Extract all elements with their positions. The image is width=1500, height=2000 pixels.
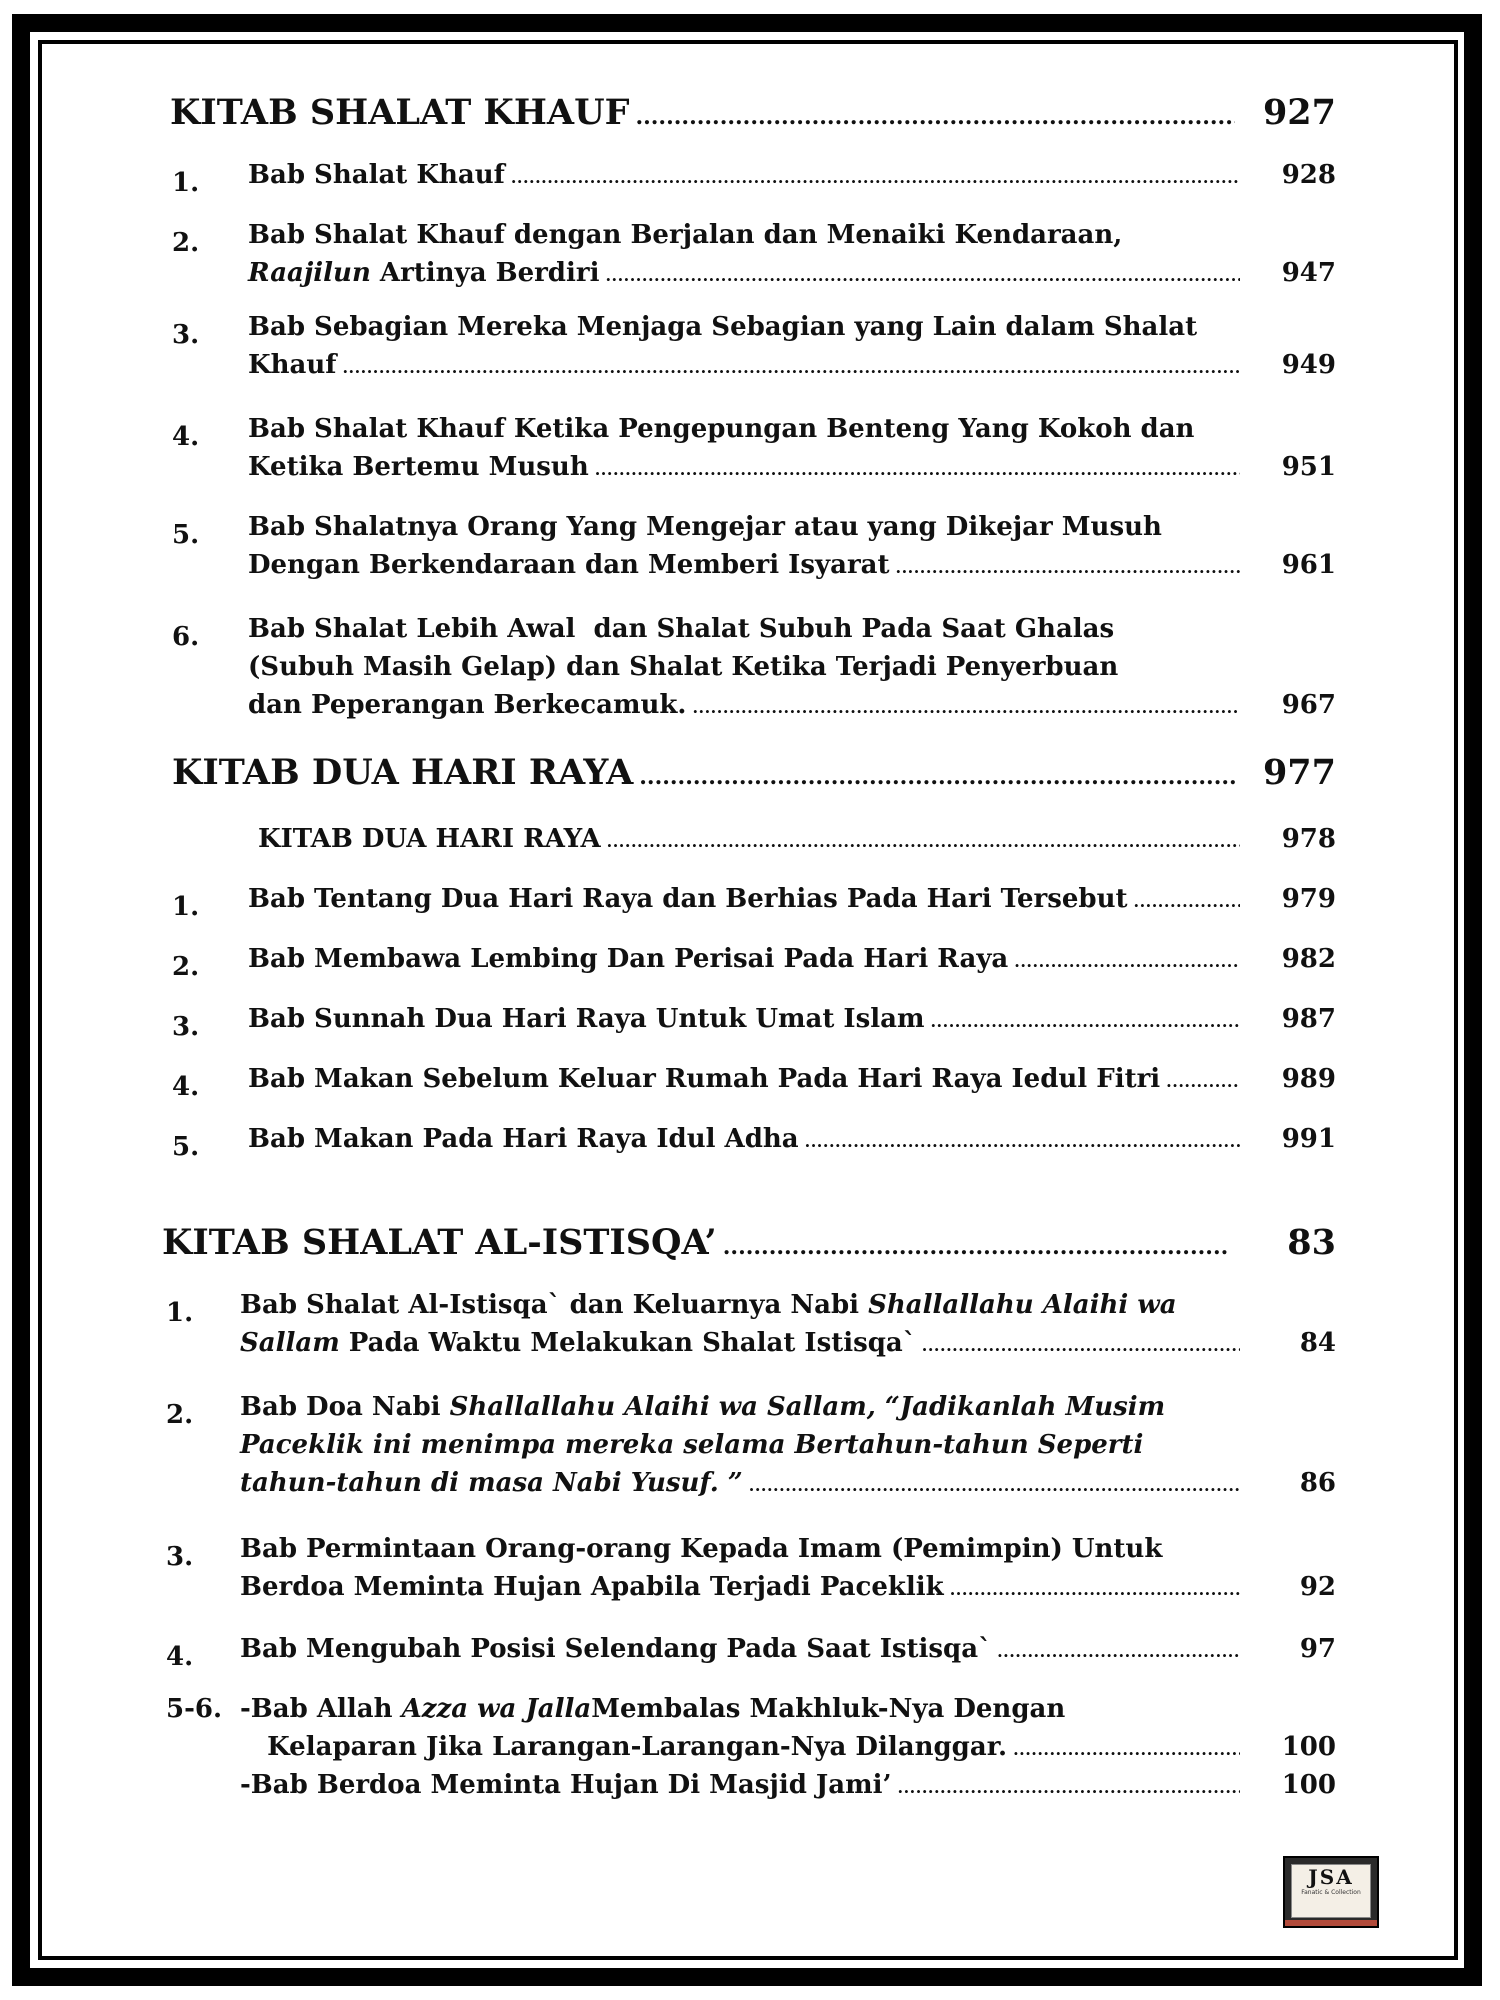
toc-entry-text	[240, 1534, 1162, 1564]
entry-number: 4.	[172, 422, 200, 452]
entry-text: Ketika Bertemu Musuh	[248, 452, 589, 482]
entry-number: 1.	[172, 892, 200, 922]
toc-entry-text	[240, 1430, 1143, 1460]
entry-number: 3.	[166, 1542, 194, 1572]
toc-entry-text	[248, 652, 1118, 682]
entry-text: Bab Shalat Lebih Awal dan Shalat Subuh Pada Saat Ghalas	[248, 614, 1115, 644]
entry-text: Artinya Berdiri	[370, 258, 600, 288]
dot-leader	[896, 558, 1241, 577]
entry-page-number: 982	[1281, 944, 1336, 974]
entry-text: -Bab Berdoa Meminta Hujan Di Masjid Jami’	[240, 1770, 892, 1800]
entry-text: Bab Makan Sebelum Keluar Rumah Pada Hari Raya Iedul Fitri	[248, 1064, 1161, 1094]
entry-text: Bab Shalat Al-Istisqa` dan Keluarnya Nabi	[240, 1290, 869, 1320]
toc-entry-line	[248, 690, 1240, 720]
toc-entry-text	[240, 1290, 1177, 1320]
entry-page-number: 947	[1281, 258, 1336, 288]
toc-entry-line	[248, 160, 1240, 190]
entry-text: Bab Membawa Lembing Dan Perisai Pada Hari Raya	[248, 944, 1009, 974]
entry-text: Bab Shalatnya Orang Yang Mengejar atau yang Dikejar Musuh	[248, 512, 1162, 542]
entry-number: 1.	[172, 168, 200, 198]
entry-number: 3.	[172, 1012, 200, 1042]
dot-leader	[749, 1476, 1240, 1495]
logo-panel	[1291, 1864, 1371, 1918]
entry-page-number: 100	[1281, 1770, 1336, 1800]
toc-entry-line	[240, 1468, 1240, 1498]
toc-entry-text	[248, 220, 1122, 250]
dot-leader	[635, 104, 1235, 130]
dot-leader	[511, 168, 1240, 187]
logo-text: JSA	[1308, 1865, 1354, 1889]
entry-number: 6.	[172, 622, 200, 652]
dot-leader	[639, 764, 1235, 790]
entry-number: 5.	[172, 1132, 200, 1162]
section-heading	[172, 752, 1235, 793]
entry-number: 3.	[172, 320, 200, 350]
dot-leader	[1134, 892, 1240, 911]
dot-leader	[898, 1778, 1240, 1797]
toc-entry-line	[248, 258, 1240, 288]
entry-italic-text: Paceklik ini menimpa mereka selama Bertahun-tahun Seperti	[240, 1430, 1144, 1460]
entry-number: 2.	[166, 1400, 194, 1430]
entry-page-number: 86	[1299, 1468, 1336, 1498]
entry-page-number: 928	[1281, 160, 1336, 190]
entry-number: 2.	[172, 228, 200, 258]
section-title: KITAB SHALAT AL-ISTISQA’	[162, 1222, 717, 1263]
entry-page-number: 978	[1281, 824, 1336, 854]
toc-entry-line	[248, 350, 1240, 380]
entry-number: 5.	[172, 520, 200, 550]
toc-entry-line	[248, 452, 1240, 482]
entry-italic-text: Azza wa Jalla	[401, 1694, 592, 1724]
entry-text: Bab Sunnah Dua Hari Raya Untuk Umat Islam	[248, 1004, 925, 1034]
entry-text: Bab Doa Nabi	[240, 1392, 450, 1422]
entry-text: Bab Sebagian Mereka Menjaga Sebagian yang Lain dalam Shalat	[248, 312, 1198, 342]
toc-entry-line	[248, 1004, 1240, 1034]
toc-entry-text	[248, 414, 1194, 444]
dot-leader	[692, 698, 1240, 717]
entry-page-number: 97	[1299, 1634, 1336, 1664]
toc-entry-line	[240, 1732, 1240, 1762]
dot-leader	[805, 1132, 1240, 1151]
entry-italic-text: Shallallahu Alaihi wa Sallam, “Jadikanlah Musim	[449, 1392, 1166, 1422]
entry-text: KITAB DUA HARI RAYA	[258, 824, 601, 854]
entry-text: Bab Shalat Khauf dengan Berjalan dan Menaiki Kendaraan,	[248, 220, 1123, 250]
entry-text: Bab Shalat Khauf	[248, 160, 505, 190]
jsa-logo	[1283, 1856, 1379, 1928]
dot-leader	[1166, 1072, 1240, 1091]
entry-text: Kelaparan Jika Larangan-Larangan-Nya Dilanggar.	[240, 1732, 1008, 1762]
section-heading	[162, 1222, 1230, 1263]
toc-entry-line	[248, 944, 1240, 974]
toc-entry-text	[248, 614, 1114, 644]
toc-entry-text	[248, 312, 1197, 342]
dot-leader	[950, 1580, 1240, 1599]
dot-leader	[607, 832, 1240, 851]
dot-leader	[997, 1642, 1240, 1661]
entry-page-number: 100	[1281, 1732, 1336, 1762]
entry-text: -Bab Allah	[240, 1694, 402, 1724]
dot-leader	[342, 358, 1240, 377]
section-page-number: 927	[1262, 92, 1336, 133]
entry-text: dan Peperangan Berkecamuk.	[248, 690, 687, 720]
entry-text: Khauf	[248, 350, 337, 380]
logo-subtitle: Fanatic & Collection	[1301, 1889, 1361, 1896]
entry-italic-text: Raajilun	[248, 258, 371, 288]
toc-entry-text	[248, 512, 1162, 542]
entry-text: Dengan Berkendaraan dan Memberi Isyarat	[248, 550, 890, 580]
entry-text: Bab Shalat Khauf Ketika Pengepungan Benteng Yang Kokoh dan	[248, 414, 1195, 444]
toc-entry-line	[240, 1770, 1240, 1800]
toc-entry-line	[248, 884, 1240, 914]
entry-page-number: 989	[1281, 1064, 1336, 1094]
entry-italic-text: Shallallahu Alaihi wa	[868, 1290, 1177, 1320]
logo-bar	[1285, 1920, 1377, 1926]
entry-italic-text: tahun-tahun di masa Nabi Yusuf. ”	[240, 1468, 743, 1498]
toc-entry-line	[248, 1124, 1240, 1154]
toc-entry-line	[240, 1572, 1240, 1602]
entry-number: 2.	[172, 952, 200, 982]
entry-italic-text: Sallam	[240, 1328, 340, 1358]
entry-text: Pada Waktu Melakukan Shalat Istisqa`	[339, 1328, 916, 1358]
entry-page-number: 949	[1281, 350, 1336, 380]
dot-leader	[723, 1234, 1230, 1260]
section-title: KITAB DUA HARI RAYA	[172, 752, 634, 793]
entry-page-number: 92	[1299, 1572, 1336, 1602]
entry-text: Bab Tentang Dua Hari Raya dan Berhias Pada Hari Tersebut	[248, 884, 1128, 914]
toc-entry-line	[240, 1328, 1240, 1358]
entry-page-number: 979	[1281, 884, 1336, 914]
entry-text: Berdoa Meminta Hujan Apabila Terjadi Paceklik	[240, 1572, 944, 1602]
entry-page-number: 967	[1281, 690, 1336, 720]
entry-number: 5-6.	[166, 1694, 223, 1724]
toc-entry-line	[248, 1064, 1240, 1094]
entry-page-number: 991	[1281, 1124, 1336, 1154]
dot-leader	[1014, 952, 1240, 971]
toc-entry-text	[240, 1392, 1165, 1422]
toc-entry-text	[240, 1694, 1065, 1724]
toc-entry-line	[248, 550, 1240, 580]
entry-text: Membalas Makhluk-Nya Dengan	[591, 1694, 1066, 1724]
entry-number: 1.	[166, 1298, 194, 1328]
section-page-number: 83	[1287, 1222, 1336, 1263]
toc-entry-line	[240, 1634, 1240, 1664]
dot-leader	[595, 460, 1240, 479]
dot-leader	[930, 1012, 1240, 1031]
entry-page-number: 84	[1299, 1328, 1336, 1358]
entry-text: Bab Permintaan Orang-orang Kepada Imam (Pemimpin) Untuk	[240, 1534, 1163, 1564]
section-title: KITAB SHALAT KHAUF	[170, 92, 630, 133]
entry-page-number: 987	[1281, 1004, 1336, 1034]
dot-leader	[605, 266, 1240, 285]
entry-text: Bab Makan Pada Hari Raya Idul Adha	[248, 1124, 799, 1154]
dot-leader	[922, 1336, 1240, 1355]
entry-number: 4.	[172, 1072, 200, 1102]
entry-page-number: 961	[1281, 550, 1336, 580]
toc-entry-line	[258, 824, 1240, 854]
dot-leader	[1013, 1740, 1240, 1759]
entry-text: Bab Mengubah Posisi Selendang Pada Saat Istisqa`	[240, 1634, 992, 1664]
section-page-number: 977	[1262, 752, 1336, 793]
section-heading	[170, 92, 1235, 133]
entry-number: 4.	[166, 1642, 194, 1672]
entry-text: (Subuh Masih Gelap) dan Shalat Ketika Terjadi Penyerbuan	[248, 652, 1119, 682]
entry-page-number: 951	[1281, 452, 1336, 482]
